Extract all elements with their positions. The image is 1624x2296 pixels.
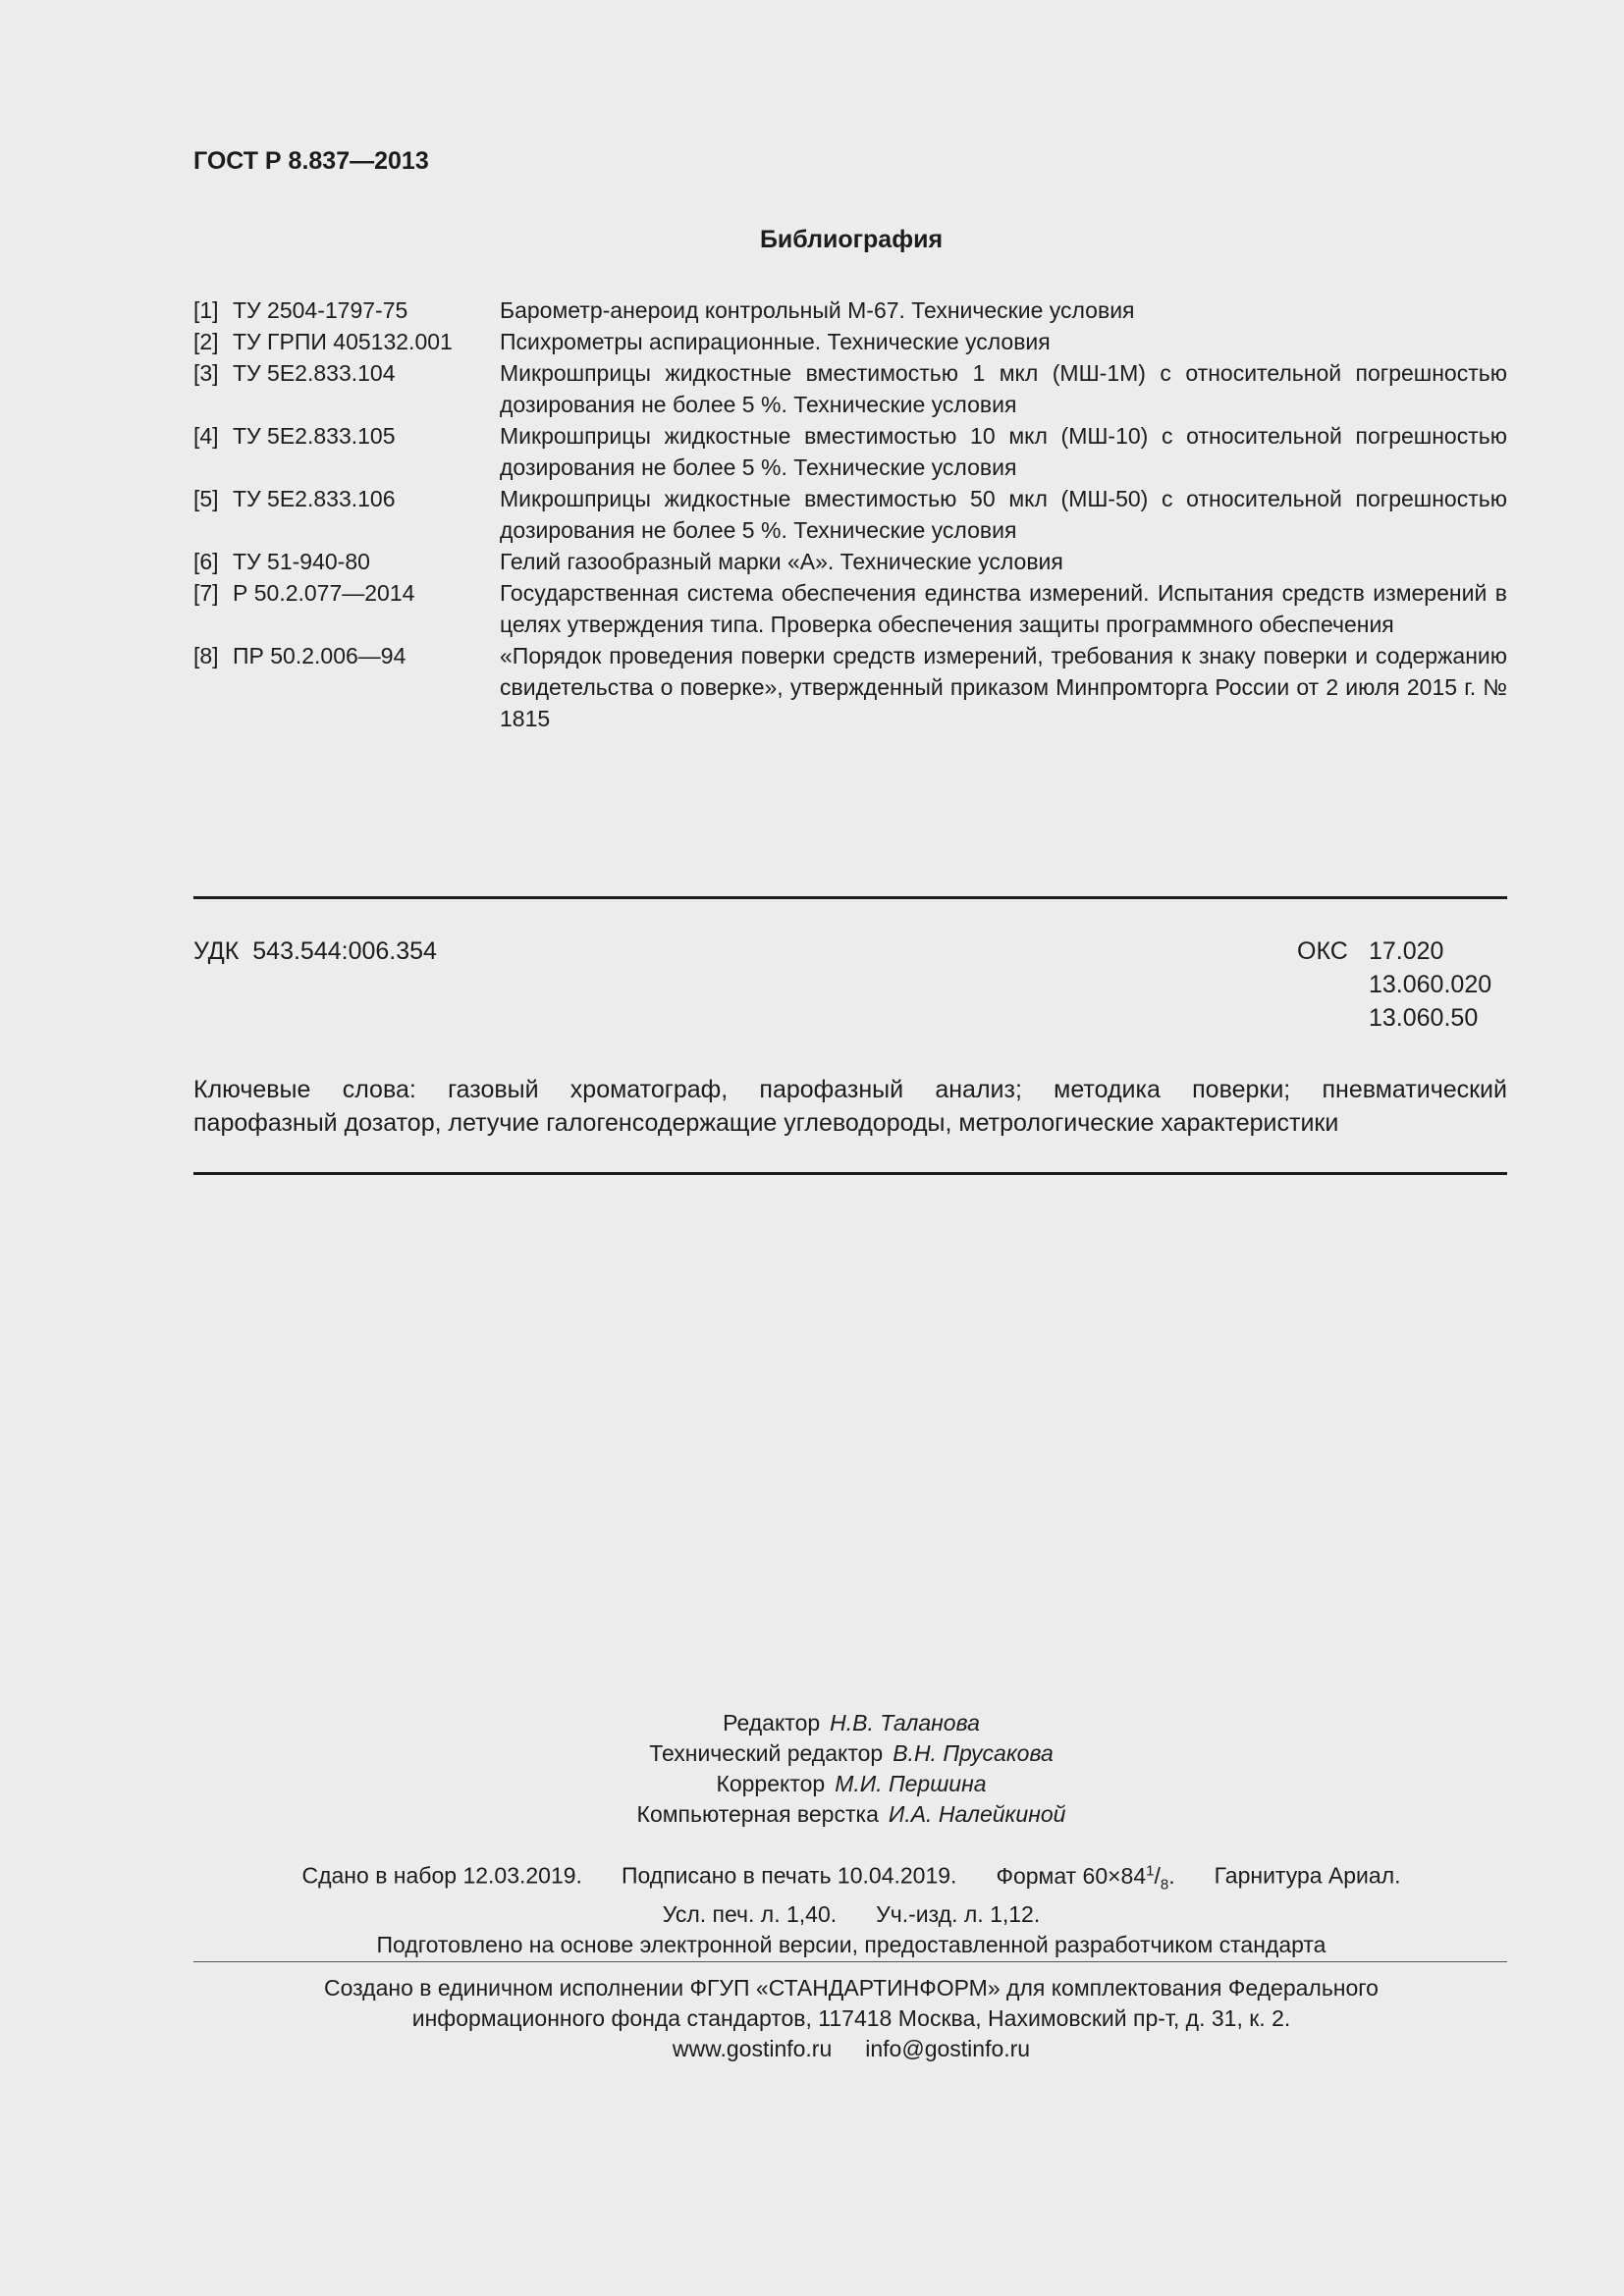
credit-name: Н.В. Таланова [830,1710,980,1735]
publication-info [0,1855,1624,1960]
website-link[interactable]: www.gostinfo.ru [672,2036,833,2061]
format: Формат $60\times 84^1/_8$. [996,1862,1175,1894]
udk-block [193,937,437,966]
bibliography-text: «Порядок проведения поверки средств измерений, требования к знаку поверки и содержанию свидетельства о поверке», утвержденный приказом Минпромторга России от 2 июля 2015 г. № 1815 [500,643,1507,731]
credit-name: В.Н. Прусакова [893,1740,1054,1766]
bibliography-code: ТУ 51-940-80 [233,549,370,574]
bibliography-item [193,640,1507,734]
print-sheets: Усл. печ. л. 1,40. [662,1901,838,1928]
bibliography-item [193,546,1507,577]
bibliography-text: Микрошприцы жидкостные вместимостью 10 мкл (МШ-10) с относительной погрешностью дозирования не более 5 %. Технические условия [500,423,1507,480]
bibliography-title: Библиография [759,226,944,253]
credit-role: Корректор [716,1771,826,1796]
credit-line [0,1769,1624,1799]
footer-contacts [0,2034,1624,2064]
credit-line [0,1708,1624,1738]
oks-values [1369,934,1491,1035]
credit-line [0,1799,1624,1830]
bibliography-text: Психрометры аспирационные. Технические условия [500,329,1051,354]
bibliography-item [193,483,1507,546]
bibliography-number: [6] [193,549,219,574]
oks-block [1297,937,1491,1035]
bibliography-code: ТУ 5Е2.833.106 [233,486,396,511]
bibliography-text: Микрошприцы жидкостные вместимостью 50 мкл (МШ-50) с относительной погрешностью дозирования не более 5 %. Технические условия [500,486,1507,543]
oks-value: 13.060.50 [1369,1004,1479,1032]
bibliography-number: [2] [193,329,219,354]
edit-sheets: Уч.-изд. л. 1,12. [876,1901,1041,1928]
oks-value: 17.020 [1369,937,1444,965]
udk-value: 543.544:006.354 [252,937,437,965]
bibliography-number: [1] [193,297,219,323]
credit-name: И.А. Налейкиной [888,1801,1066,1827]
bibliography-code: Р 50.2.077—2014 [233,580,415,606]
bibliography-code: ТУ ГРПИ 405132.001 [233,329,453,354]
credit-name: М.И. Першина [835,1771,987,1796]
oks-value: 13.060.020 [1369,971,1492,998]
keywords [193,1073,1507,1140]
bibliography-number: [7] [193,580,219,606]
bibliography-number: [5] [193,486,219,511]
sent-date: Сдано в набор 12.03.2019. [301,1862,582,1889]
bibliography-code: ПР 50.2.006—94 [233,643,406,668]
credit-line [0,1738,1624,1769]
bibliography-number: [8] [193,643,219,668]
footer-line: Создано в единичном исполнении ФГУП «СТАНДАРТИНФОРМ» для комплектования Федерального [324,1975,1379,2001]
bibliography-number: [3] [193,360,219,386]
bibliography-item [193,420,1507,483]
keywords-line: Ключевые слова: газовый хроматограф, парофазный анализ; методика поверки; пневматический [193,1076,1507,1103]
signed-date: Подписано в печать 10.04.2019. [621,1862,957,1889]
bibliography-code: ТУ 2504-1797-75 [233,297,408,323]
keywords-line: парофазный дозатор, летучие галогенсодержащие углеводороды, метрологические характеристики [193,1109,1339,1137]
divider [193,1172,1507,1175]
footer-line: информационного фонда стандартов, 117418 Москва, Нахимовский пр-т, д. 31, к. 2. [411,2005,1291,2031]
divider [193,896,1507,899]
bibliography-list [193,294,1507,734]
bibliography-code: ТУ 5Е2.833.105 [233,423,396,449]
publication-line [0,1855,1624,1899]
publication-line [0,1899,1624,1930]
bibliography-text: Микрошприцы жидкостные вместимостью 1 мкл (МШ-1М) с относительной погрешностью дозирования не более 5 %. Технические условия [500,360,1507,417]
bibliography-item [193,294,1507,326]
email-link[interactable]: info@gostinfo.ru [865,2036,1031,2061]
credit-role: Компьютерная верстка [636,1801,879,1827]
standard-designation: ГОСТ Р 8.837—2013 [193,147,429,175]
bibliography-item [193,326,1507,357]
bibliography-item [193,577,1507,640]
bibliography-text: Барометр-анероид контрольный М-67. Технические условия [500,297,1135,323]
prepared-note: Подготовлено на основе электронной версии, предоставленной разработчиком стандарта [376,1932,1326,1958]
udk-label: УДК [193,937,240,965]
credits [0,1708,1624,1830]
font-info: Гарнитура Ариал. [1214,1862,1401,1889]
bibliography-text: Государственная система обеспечения единства измерений. Испытания средств измерений в целях утверждения типа. Проверка обеспечения защиты программного обеспечения [500,580,1507,637]
bibliography-code: ТУ 5Е2.833.104 [233,360,396,386]
bibliography-number: [4] [193,423,219,449]
bibliography-item [193,357,1507,420]
footer [0,1973,1624,2064]
divider [193,1961,1507,1962]
oks-label: ОКС [1297,937,1348,965]
bibliography-text: Гелий газообразный марки «А». Технические условия [500,549,1063,574]
credit-role: Технический редактор [649,1740,884,1766]
credit-role: Редактор [723,1710,821,1735]
